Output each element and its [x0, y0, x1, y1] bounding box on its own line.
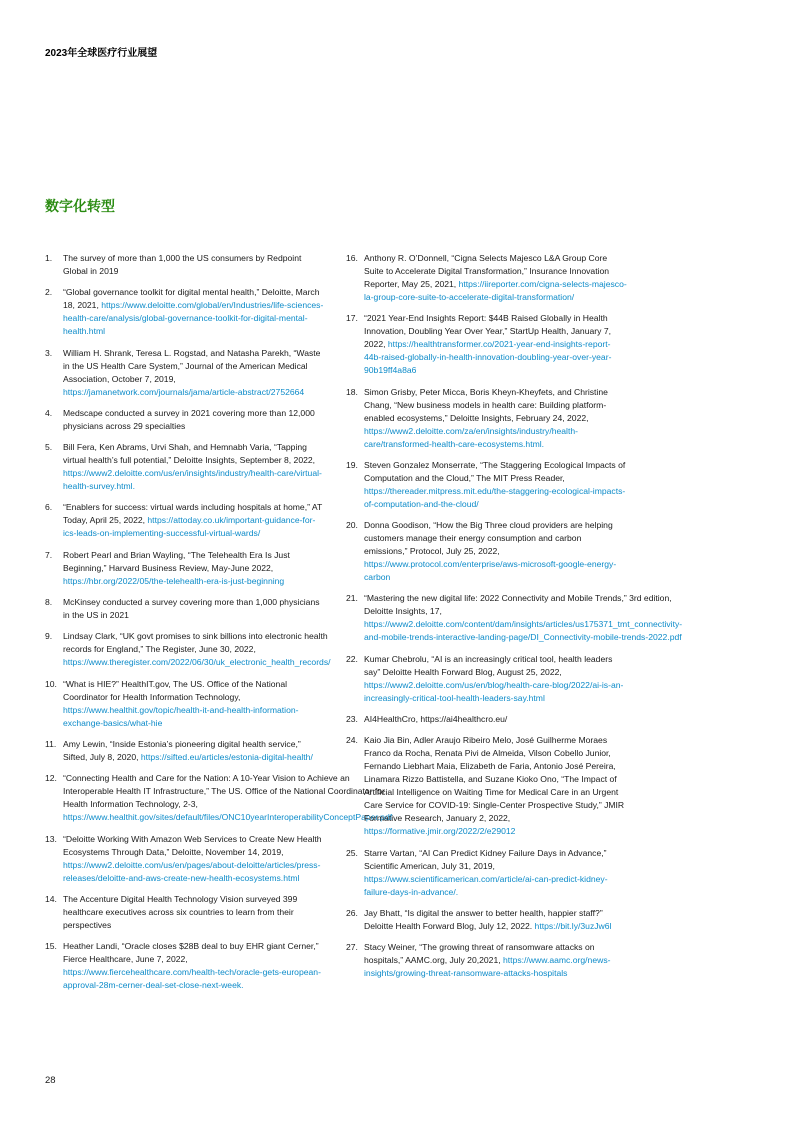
reference-citation: “Connecting Health and Care for the Nation: A 10-Year Vision to Achieve an Interoperable Health IT Infrastructure,” The US. Office of the National Coordinator for Health Information Technology, 2-3, — [63, 773, 385, 810]
reference-citation: Jay Bhatt, “Is digital the answer to better health, happier staff?” Deloitte Health Forward Blog, July 12, 2022. — [364, 907, 603, 931]
reference-link[interactable]: https://www2.deloitte.com/us/en/pages/about-deloitte/articles/press-releases/deloitte-and-aws-create-new-health-ecosystems.html — [63, 859, 321, 883]
reference-text — [63, 407, 326, 433]
reference-number: 7. — [45, 549, 53, 560]
reference-number: 16. — [346, 253, 358, 263]
reference-item — [346, 252, 627, 304]
reference-text — [63, 893, 326, 932]
reference-item — [45, 678, 326, 730]
reference-link[interactable]: https://hbr.org/2022/05/the-telehealth-era-is-just-beginning — [63, 575, 285, 586]
reference-citation: Lindsay Clark, “UK govt promises to sink billions into electronic health records for England,” The Register, June 30, 2022, — [63, 631, 328, 655]
reference-text — [364, 734, 627, 838]
reference-text — [63, 596, 326, 622]
reference-number: 4. — [45, 407, 53, 418]
reference-text — [364, 519, 627, 584]
reference-number: 13. — [45, 833, 57, 844]
reference-number: 8. — [45, 597, 53, 608]
reference-link[interactable]: https://sifted.eu/articles/estonia-digital-health/ — [140, 751, 313, 762]
reference-item — [346, 847, 627, 899]
reference-citation: Kaio Jia Bin, Adler Araujo Ribeiro Melo, José Guilherme Moraes Franco da Rocha, Renata Pivi de Almeida, Vilson Cobello Junior, Fernando Liebhart Maia, Elizabeth de Faria, Antonio José Pereira, Linamara Rizzo Battistella, and Suzane Kioko Ono, “The Impact of Artificial Intelligence on Waiting Time for Medical Care in an Urgent Care Service for COVID-19: Single-Center Prospective Study,” JMIR Formative Research, January 2, 2022, — [364, 735, 625, 824]
reference-number: 12. — [45, 773, 57, 784]
reference-number: 22. — [346, 653, 358, 664]
reference-item — [346, 386, 627, 451]
reference-item — [346, 459, 627, 511]
reference-text — [63, 772, 392, 824]
reference-citation: Anthony R. O’Donnell, “Cigna Selects Majesco L&A Group Core Suite to Accelerate Digital Transformation,” Insurance Innovation Reporter, May 25, 2021, — [364, 253, 610, 289]
reference-number: 6. — [45, 502, 53, 513]
reference-text — [63, 549, 326, 588]
reference-item — [45, 441, 326, 493]
reference-text — [364, 459, 627, 511]
reference-item — [45, 893, 326, 932]
reference-number: 19. — [346, 459, 358, 470]
reference-citation: Amy Lewin, “Inside Estonia’s pioneering digital health service,” Sifted, July 8, 2020, — [63, 738, 301, 762]
reference-number: 11. — [45, 738, 57, 749]
reference-link[interactable]: https://attoday.co.uk/important-guidance-for-ics-leads-on-implementing-successful-virtual-wards/ — [63, 515, 316, 539]
reference-number: 10. — [45, 678, 57, 689]
reference-link[interactable]: https://www2.deloitte.com/content/dam/insights/articles/us175371_tmt_connectivity-and-mobile-trends-interactive-landing-page/DI_Connectivity-mobile-trends-2022.pdf — [364, 619, 683, 643]
reference-link[interactable]: https://www2.deloitte.com/za/en/insights/industry/health-care/transformed-health-care-ecosystems.html. — [364, 425, 578, 449]
reference-text — [63, 630, 331, 669]
reference-text — [63, 347, 326, 399]
reference-item — [346, 519, 627, 584]
reference-text — [364, 386, 627, 451]
reference-number: 20. — [346, 520, 358, 531]
reference-citation: “Deloitte Working With Amazon Web Services to Create New Health Ecosystems Through Data,” Deloitte, November 14, 2019, — [63, 833, 322, 857]
reference-number: 1. — [45, 253, 53, 263]
references-column-right — [346, 252, 683, 989]
reference-citation: “What is HIE?” HealthIT.gov, The US. Office of the National Coordinator for Health Information Technology, — [63, 678, 288, 702]
reference-item — [346, 713, 627, 726]
reference-citation: “2021 Year-End Insights Report: $44B Raised Globally in Health Innovation, Doubling Year Over Year,” StartUp Health, January 7, 2022, — [364, 313, 611, 350]
reference-link[interactable]: https://www.aamc.org/news-insights/growing-threat-ransomware-attacks-hospitals — [364, 955, 611, 979]
reference-citation: Robert Pearl and Brian Wayling, “The Telehealth Era Is Just Beginning,” Harvard Business Review, May-June 2022, — [63, 549, 290, 573]
reference-item — [346, 653, 627, 705]
reference-text — [63, 252, 326, 278]
reference-item — [45, 833, 326, 885]
reference-number: 26. — [346, 907, 358, 918]
reference-link[interactable]: https://iireporter.com/cigna-selects-majesco-la-group-core-suite-to-accelerate-digital-transformation/ — [364, 279, 627, 302]
reference-link[interactable]: https://www.healthit.gov/sites/default/files/ONC10yearInteroperabilityConceptPaper.pdf — [63, 812, 393, 823]
reference-number: 23. — [346, 714, 358, 725]
reference-citation: “Mastering the new digital life: 2022 Connectivity and Mobile Trends,” 3rd edition, Deloitte Insights, 17, — [364, 593, 672, 617]
reference-link[interactable]: https://thereader.mitpress.mit.edu/the-staggering-ecological-impacts-of-computation-and-the-cloud/ — [364, 485, 626, 509]
reference-citation: “Enablers for success: virtual wards including hospitals at home,” AT Today, April 25, 2022, — [63, 502, 323, 526]
reference-item — [45, 596, 326, 622]
reference-number: 3. — [45, 347, 53, 358]
reference-number: 24. — [346, 735, 358, 746]
reference-text — [364, 592, 682, 644]
reference-number: 18. — [346, 386, 358, 397]
reference-link[interactable]: https://healthtransformer.co/2021-year-end-insights-report-44b-raised-globally-in-health-innovation-doubling-year-over-year-90b19ff4a8a6 — [364, 339, 612, 376]
page-number: 28 — [45, 1075, 56, 1086]
reference-link[interactable]: https://www.scientificamerican.com/article/ai-can-predict-kidney-failure-days-in-advance/. — [364, 873, 608, 897]
reference-link[interactable]: https://www2.deloitte.com/us/en/blog/health-care-blog/2022/ai-is-an-increasingly-critical-tool-health-leaders-say.html — [364, 679, 624, 703]
reference-link[interactable]: https://bit.ly/3uzJw6l — [534, 920, 612, 931]
reference-citation: Simon Grisby, Peter Micca, Boris Kheyn-Kheyfets, and Christine Chang, “New business models in health care: Building platform-enabled ecosystems,” Deloitte Insights, February 24, 2022, — [364, 386, 608, 423]
reference-text — [63, 678, 326, 730]
reference-text — [364, 252, 627, 304]
reference-text — [364, 653, 627, 705]
reference-item — [45, 347, 326, 399]
reference-link[interactable]: https://www.healthit.gov/topic/health-it-and-health-information-exchange-basics/what-hie — [63, 704, 299, 728]
reference-item — [45, 407, 326, 433]
reference-item — [346, 592, 683, 644]
reference-link[interactable]: https://www.protocol.com/enterprise/aws-microsoft-google-energy-carbon — [364, 559, 617, 583]
reference-link[interactable]: https://jamanetwork.com/journals/jama/article-abstract/2752664 — [63, 386, 305, 397]
reference-item — [45, 286, 326, 338]
reference-text — [364, 312, 627, 377]
reference-link[interactable]: https://www2.deloitte.com/us/en/insights/industry/health-care/virtual-health-survey.html. — [63, 468, 322, 492]
reference-citation: McKinsey conducted a survey covering more than 1,000 physicians in the US in 2021 — [63, 597, 320, 621]
reference-item — [45, 252, 326, 278]
reference-item — [346, 941, 627, 980]
reference-text — [63, 286, 326, 338]
reference-number: 25. — [346, 847, 358, 858]
reference-citation: Bill Fera, Ken Abrams, Urvi Shah, and Hemnabh Varia, “Tapping virtual health’s full potential,” Deloitte Insights, September 8, 2022, — [63, 442, 316, 466]
reference-citation: Heather Landi, “Oracle closes $28B deal to buy EHR giant Cerner,” Fierce Healthcare, June 7, 2022, — [63, 941, 319, 965]
reference-citation: Steven Gonzalez Monserrate, “The Staggering Ecological Impacts of Computation and the Cloud,” The MIT Press Reader, — [364, 459, 626, 483]
reference-number: 15. — [45, 941, 57, 952]
reference-text — [63, 738, 326, 764]
reference-text — [63, 441, 326, 493]
reference-citation: Medscape conducted a survey in 2021 covering more than 12,000 physicians across 29 specialties — [63, 407, 315, 431]
reference-number: 21. — [346, 593, 358, 604]
reference-item — [45, 630, 331, 669]
reference-text — [63, 940, 326, 992]
reference-text — [63, 501, 326, 540]
reference-text — [364, 907, 627, 933]
reference-number: 5. — [45, 442, 53, 453]
reference-item — [45, 940, 326, 992]
reference-number: 2. — [45, 287, 53, 298]
reference-citation: William H. Shrank, Teresa L. Rogstad, and Natasha Parekh, “Waste in the US Health Care System,” Journal of the American Medical Association, October 7, 2019, — [63, 347, 321, 384]
reference-citation: Donna Goodison, “How the Big Three cloud providers are helping customers manage their energy consumption and carbon emissions,” Protocol, July 25, 2022, — [364, 520, 613, 557]
reference-number: 27. — [346, 942, 358, 953]
reference-citation: Stacy Weiner, “The growing threat of ransomware attacks on hospitals,” AAMC.org, July 20,2021, — [364, 942, 595, 966]
reference-number: 9. — [45, 631, 53, 642]
reference-item — [45, 738, 326, 764]
reference-text — [364, 713, 627, 726]
reference-text — [364, 847, 627, 899]
reference-text — [63, 833, 326, 885]
section-title: 数字化转型 — [45, 198, 115, 214]
reference-citation: Kumar Chebrolu, “AI is an increasingly critical tool, health leaders say” Deloitte Health Forward Blog, August 25, 2022, — [364, 653, 613, 677]
reference-link[interactable]: https://www.theregister.com/2022/06/30/uk_electronic_health_records/ — [63, 657, 331, 668]
reference-item — [346, 312, 627, 377]
reference-citation: Starre Vartan, “AI Can Predict Kidney Failure Days in Advance,” Scientific American, July 31, 2019, — [364, 847, 607, 871]
reference-citation: The Accenture Digital Health Technology Vision surveyed 399 healthcare executives across six countries to learn from their perspectives — [63, 893, 298, 930]
reference-citation: AI4HealthCro, https://ai4healthcro.eu/ — [364, 714, 508, 725]
reference-link[interactable]: https://www.fiercehealthcare.com/health-tech/oracle-gets-european-approval-28m-cerner-deal-set-close-next-week. — [63, 967, 321, 991]
reference-item — [45, 549, 326, 588]
reference-item — [45, 772, 393, 824]
reference-citation: “Global governance toolkit for digital mental health,” Deloitte, March 18, 2021, — [63, 287, 320, 311]
reference-item — [346, 907, 627, 933]
report-header: 2023年全球医疗行业展望 — [45, 48, 158, 59]
reference-citation: The survey of more than 1,000 the US consumers by Redpoint Global in 2019 — [63, 253, 302, 276]
reference-number: 14. — [45, 893, 57, 904]
reference-item — [346, 734, 627, 838]
reference-item — [45, 501, 326, 540]
reference-link[interactable]: https://formative.jmir.org/2022/2/e29012 — [364, 826, 516, 837]
reference-text — [364, 941, 627, 980]
reference-link[interactable]: https://www.deloitte.com/global/en/Industries/life-sciences-health-care/analysis/global-governance-toolkit-for-digital-mental-health.html — [63, 300, 324, 337]
reference-number: 17. — [346, 313, 358, 324]
